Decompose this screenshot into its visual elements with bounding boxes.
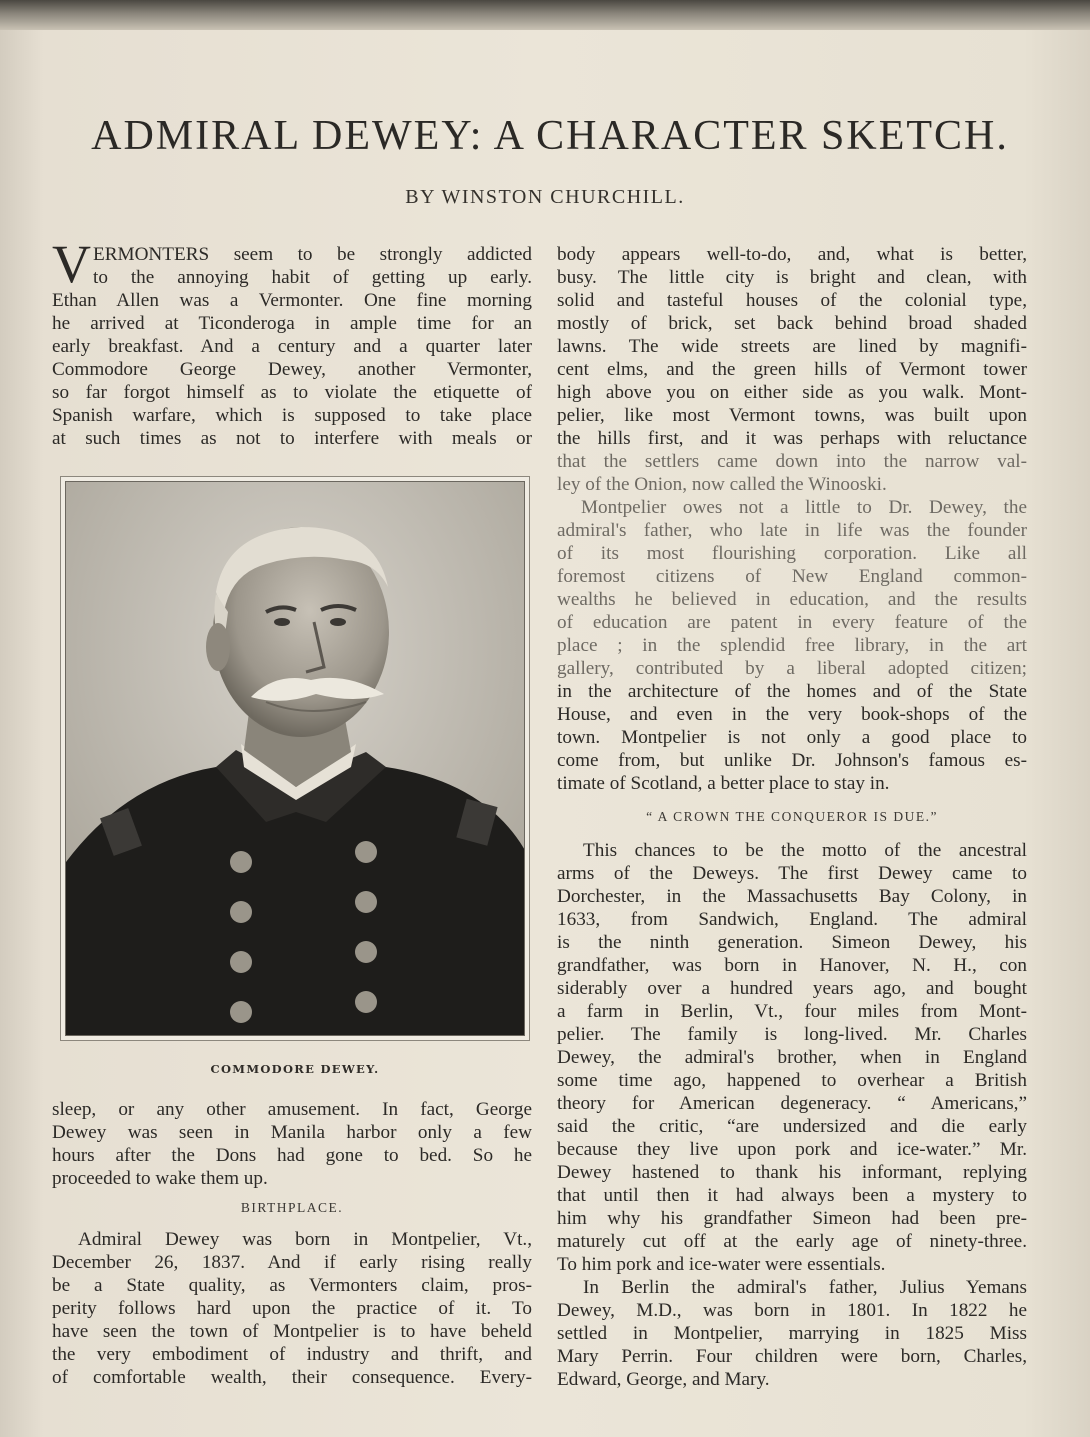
text-line: settled in Montpelier, marrying in 1825 Miss — [557, 1323, 1027, 1344]
text-line: Dewey, the admiral's brother, when in England — [557, 1047, 1027, 1068]
text-line: cent elms, and the green hills of Vermont tower — [557, 359, 1027, 380]
section-heading-birthplace: BIRTHPLACE. — [240, 1200, 344, 1215]
text-line: timate of Scotland, a better place to stay in. — [557, 773, 890, 794]
text-line: Ethan Allen was a Vermonter. One fine morning — [52, 290, 532, 311]
text-line: House, and even in the very book-shops of the — [557, 704, 1027, 725]
text-line: solid and tasteful houses of the colonial type, — [557, 290, 1027, 311]
text-line: town. Montpelier is not only a good place to — [557, 727, 1027, 748]
text-line: Commodore George Dewey, another Vermonter, — [52, 359, 532, 380]
text-line: so far forgot himself as to violate the etiquette of — [52, 382, 532, 403]
text-line: come from, but unlike Dr. Johnson's famous es- — [557, 750, 1027, 771]
text-line: gallery, contributed by a liberal adopted citizen; — [557, 658, 1027, 679]
drop-cap: V — [52, 234, 91, 294]
text-line: This chances to be the motto of the ancestral — [583, 840, 1027, 861]
text-line: theory for American degeneracy. “ Americans,” — [557, 1093, 1027, 1114]
text-line: at such times as not to interfere with meals or — [52, 428, 532, 449]
article-title: ADMIRAL DEWEY: A CHARACTER SKETCH. — [91, 113, 1009, 159]
text-line: Dewey, M.D., was born in 1801. In 1822 he — [557, 1300, 1027, 1321]
text-line: body appears well-to-do, and, what is better, — [557, 244, 1027, 265]
text-line: a farm in Berlin, Vt., four miles from Mont- — [557, 1001, 1027, 1022]
text-line: foremost citizens of New England common- — [557, 566, 1027, 587]
text-line: perity follows hard upon the practice of it. To — [52, 1298, 532, 1319]
text-line: maturely cut off at the early age of ninety-three. — [557, 1231, 1027, 1252]
text-line: To him pork and ice-water were essentials. — [557, 1254, 886, 1275]
text-line: said the critic, “are undersized and die early — [557, 1116, 1027, 1137]
text-line: of comfortable wealth, their consequence. Every- — [52, 1367, 532, 1388]
text-line: that the settlers came down into the narrow val- — [557, 451, 1027, 472]
portrait-illustration — [66, 482, 525, 1036]
text-line: the very embodiment of industry and thrift, and — [52, 1344, 532, 1365]
photo-caption: COMMODORE DEWEY. — [210, 1062, 380, 1076]
text-line: mostly of brick, set back behind broad shaded — [557, 313, 1027, 334]
text-line: of its most flourishing corporation. Like all — [557, 543, 1027, 564]
text-line: Edward, George, and Mary. — [557, 1369, 770, 1390]
text-line: pelier, like most Vermont towns, was built upon — [557, 405, 1027, 426]
left-column-intro — [52, 234, 532, 450]
text-line: him why his grandfather Simeon had been pre- — [557, 1208, 1027, 1229]
text-line: grandfather, was born in Hanover, N. H., con — [557, 955, 1027, 976]
text-line: siderably over a hundred years ago, and bought — [557, 978, 1027, 999]
right-column — [557, 243, 1027, 1391]
text-line: have seen the town of Montpelier is to have beheld — [52, 1321, 532, 1342]
text-line: pelier. The family is long-lived. Mr. Charles — [557, 1024, 1027, 1045]
text-line: arms of the Deweys. The first Dewey came to — [557, 863, 1027, 884]
text-line: Dewey hastened to thank his informant, replying — [557, 1162, 1027, 1183]
section-heading-motto: “ A CROWN THE CONQUEROR IS DUE.” — [646, 809, 938, 824]
text-line: be a State quality, as Vermonters claim, pros- — [52, 1275, 532, 1296]
text-line: the hills first, and it was perhaps with reluctance — [557, 428, 1027, 449]
text-line: Spanish warfare, which is supposed to take place — [52, 405, 532, 426]
text-line: to the annoying habit of getting up early. — [93, 267, 532, 288]
page-top-edge — [0, 0, 1090, 30]
text-line: that until then it had always been a mystery to — [557, 1185, 1027, 1206]
portrait-photo — [60, 476, 530, 1041]
article-byline: BY WINSTON CHURCHILL. — [405, 186, 685, 208]
text-line: Mary Perrin. Four children were born, Charles, — [557, 1346, 1027, 1367]
text-line: Dorchester, in the Massachusetts Bay Colony, in — [557, 886, 1027, 907]
text-line: December 26, 1837. And if early rising really — [52, 1252, 532, 1273]
text-line: Admiral Dewey was born in Montpelier, Vt., — [78, 1229, 532, 1250]
left-column-continued — [52, 1098, 532, 1389]
text-line: ley of the Onion, now called the Winooski. — [557, 474, 887, 495]
text-line: in the architecture of the homes and of the State — [557, 681, 1027, 702]
text-line: some time ago, happened to overhear a British — [557, 1070, 1027, 1091]
text-line: 1633, from Sandwich, England. The admiral — [557, 909, 1027, 930]
text-line: wealths he believed in education, and the results — [557, 589, 1027, 610]
text-line: because they live upon pork and ice-water.” Mr. — [557, 1139, 1027, 1160]
text-line: In Berlin the admiral's father, Julius Yemans — [583, 1277, 1027, 1298]
text-line: Montpelier owes not a little to Dr. Dewey, the — [581, 497, 1027, 518]
text-line: Dewey was seen in Manila harbor only a few — [52, 1122, 532, 1143]
text-line: lawns. The wide streets are lined by magnifi- — [557, 336, 1027, 357]
text-line: high above you on either side as you walk. Mont- — [557, 382, 1027, 403]
text-line: he arrived at Ticonderoga in ample time for an — [52, 313, 532, 334]
text-line: of education are patent in every feature of the — [557, 612, 1027, 633]
text-line: proceeded to wake them up. — [52, 1168, 268, 1189]
text-line: is the ninth generation. Simeon Dewey, his — [557, 932, 1027, 953]
text-line: busy. The little city is bright and clean, with — [557, 267, 1027, 288]
text-line: ERMONTERS seem to be strongly addicted — [93, 244, 532, 265]
text-line: sleep, or any other amusement. In fact, George — [52, 1099, 532, 1120]
text-line: admiral's father, who late in life was the founder — [557, 520, 1027, 541]
text-line: early breakfast. And a century and a quarter later — [52, 336, 532, 357]
portrait-image — [65, 481, 525, 1036]
text-line: hours after the Dons had gone to bed. So he — [52, 1145, 532, 1166]
text-line: place ; in the splendid free library, in the art — [557, 635, 1027, 656]
